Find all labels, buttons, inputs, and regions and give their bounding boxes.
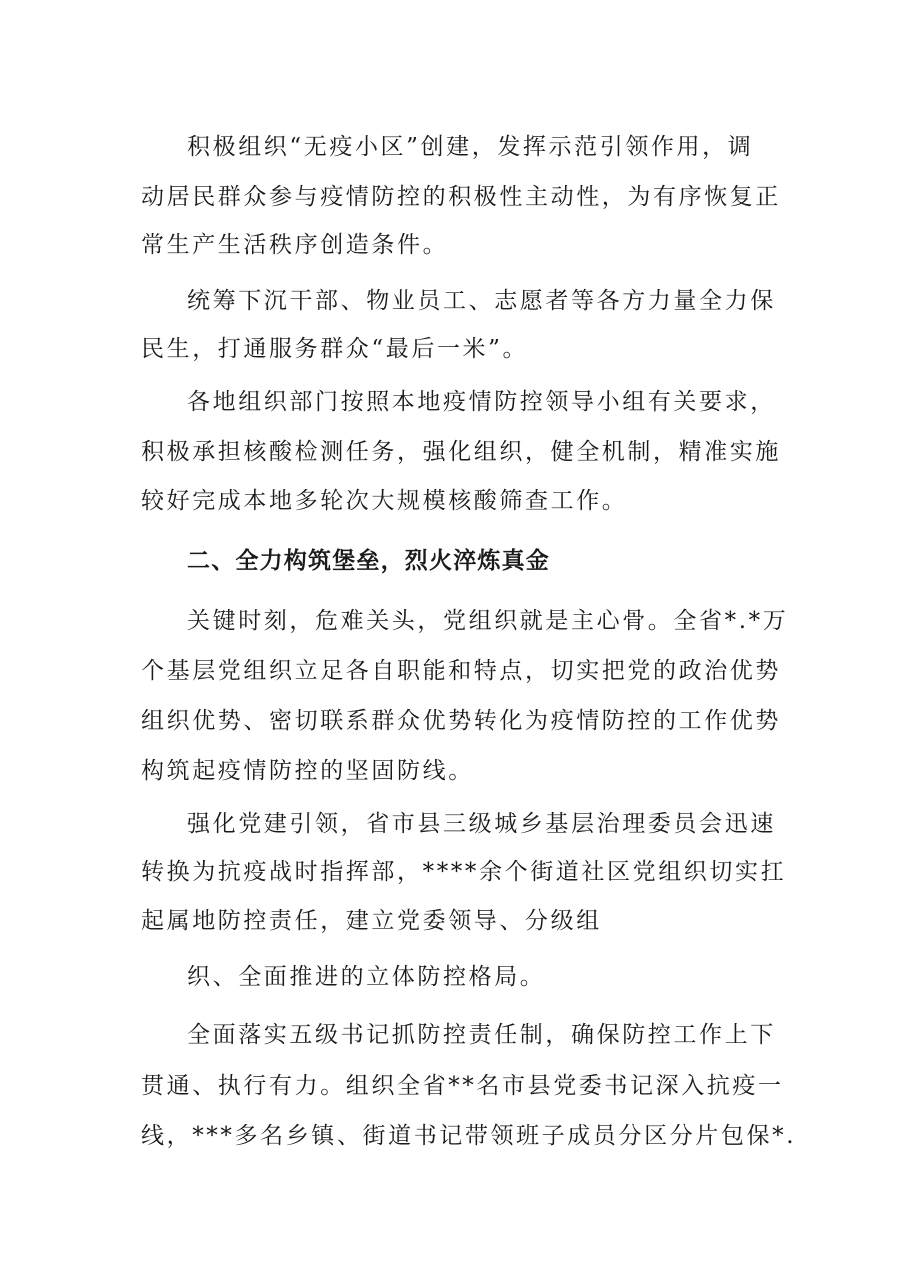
- paragraph-1-line-2: 动居民群众参与疫情防控的积极性主动性，为有序恢复正: [141, 184, 781, 210]
- paragraph-3-line-2: 积极承担核酸检测任务，强化组织，健全机制，精准实施: [141, 439, 781, 465]
- paragraph-2-line-2: 民生，打通服务群众“最后一米”。: [141, 336, 529, 362]
- paragraph-3-line-1: 各地组织部门按照本地疫情防控领导小组有关要求，: [187, 389, 776, 415]
- paragraph-1-line-3: 常生产生活秩序创造条件。: [141, 232, 449, 258]
- paragraph-4-line-2: 个基层党组织立足各自职能和特点，切实把党的政治优势: [141, 658, 781, 684]
- paragraph-4-line-4: 构筑起疫情防控的坚固防线。: [141, 758, 474, 784]
- paragraph-5-line-1: 强化党建引领，省市县三级城乡基层治理委员会迅速: [187, 811, 776, 837]
- paragraph-4-line-1: 关键时刻，危难关头，党组织就是主心骨。全省*.*万: [187, 608, 789, 634]
- paragraph-7-line-1: 全面落实五级书记抓防控责任制，确保防控工作上下: [187, 1022, 776, 1048]
- section-heading: 二、全力构筑堡垒，烈火淬炼真金: [187, 548, 550, 574]
- paragraph-6-line-1: 织、全面推进的立体防控格局。: [187, 964, 546, 990]
- paragraph-5-line-2: 转换为抗疫战时指挥部，****余个街道社区党组织切实扛: [141, 859, 787, 885]
- paragraph-4-line-3: 组织优势、密切联系群众优势转化为疫情防控的工作优势: [141, 708, 781, 734]
- paragraph-3-line-3: 较好完成本地多轮次大规模核酸筛查工作。: [141, 488, 628, 514]
- paragraph-1-line-1: 积极组织“无疫小区”创建，发挥示范引领作用，调: [187, 134, 754, 160]
- paragraph-5-line-3: 起属地防控责任，建立党委领导、分级组: [141, 908, 602, 934]
- paragraph-2-line-1: 统筹下沉干部、物业员工、志愿者等各方力量全力保: [187, 288, 776, 314]
- paragraph-7-line-3: 线，***多名乡镇、街道书记带领班子成员分区分片包保*.: [141, 1123, 797, 1149]
- paragraph-7-line-2: 贯通、执行有力。组织全省**名市县党委书记深入抗疫一: [141, 1073, 784, 1099]
